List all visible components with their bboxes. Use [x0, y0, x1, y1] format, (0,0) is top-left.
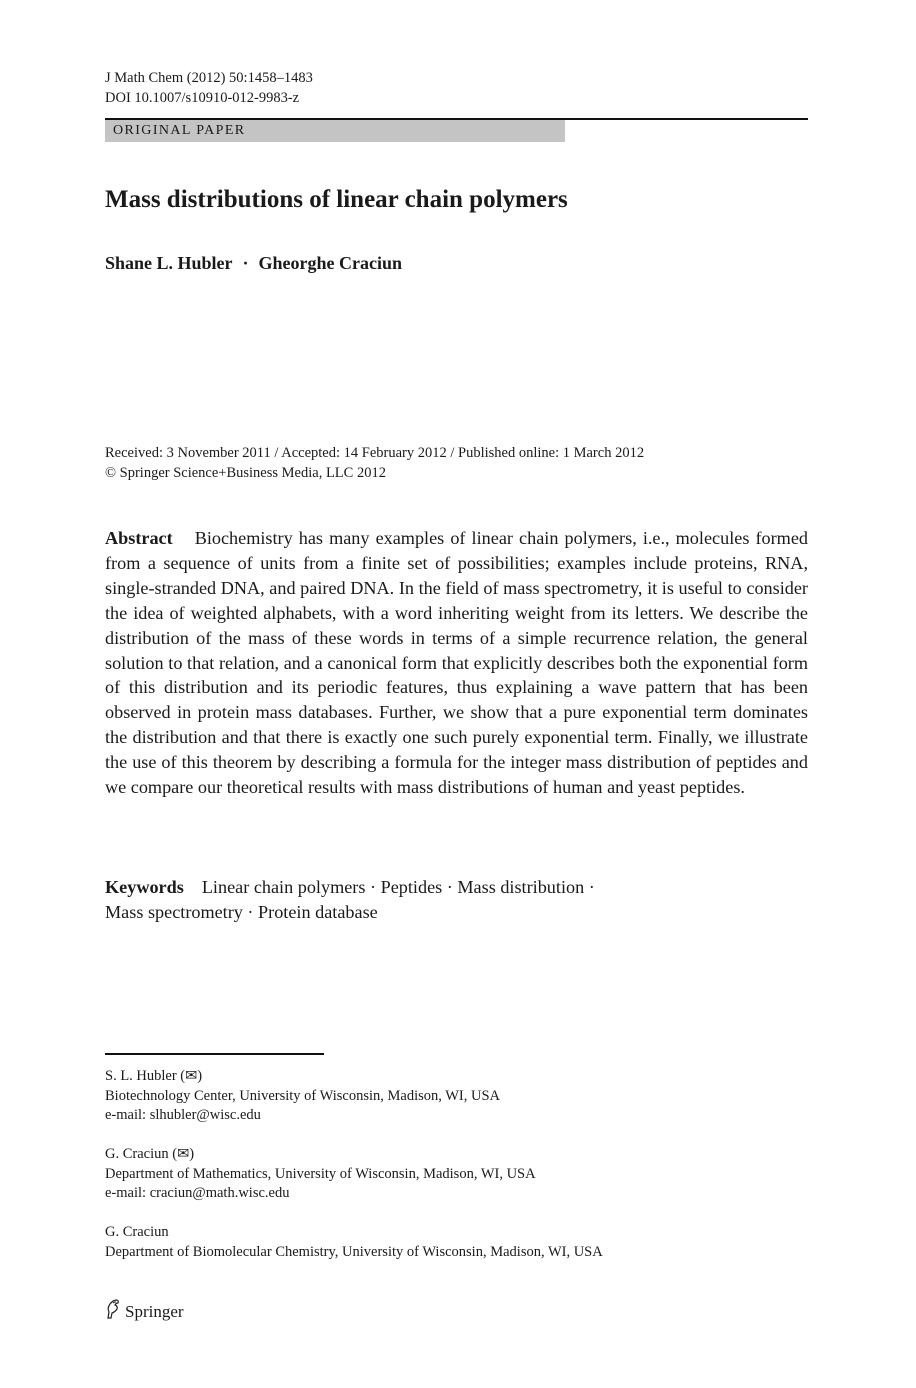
affiliation-block — [105, 1145, 536, 1204]
doi[interactable]: DOI 10.1007/s10910-012-9983-z — [105, 90, 300, 106]
affiliation-name: S. L. Hubler (✉) — [105, 1068, 203, 1084]
springer-horse-icon — [105, 1298, 121, 1325]
affiliation-email[interactable]: e-mail: craciun@math.wisc.edu — [105, 1185, 290, 1202]
publication-history — [105, 443, 644, 483]
affiliation-department: Department of Mathematics, University of Wisconsin, Madison, WI, USA — [105, 1165, 536, 1182]
abstract — [105, 526, 808, 800]
keywords-line: Mass spectrometry · Protein database — [105, 902, 378, 922]
affiliation-block — [105, 1223, 603, 1262]
article-type-label: ORIGINAL PAPER — [113, 123, 246, 138]
copyright-notice: © Springer Science+Business Media, LLC 2012 — [105, 465, 386, 481]
abstract-text: Biochemistry has many examples of linear chain polymers, i.e., molecules formed from a sequence of units from a finite set of possibilities; examples include proteins, RNA, single-stranded DNA, and paired DNA. In the field of mass spectrometry, it is useful to consider the idea of weighted alphabets, with a word inheriting weight from its letters. We describe the distribution of the mass of these words in terms of a simple recurrence relation, the general solution to that relation, and a canonical form that explicitly describes both the exponential form of this distribution and its periodic features, thus explaining a wave pattern that has been observed in protein mass databases. Further, we show that a pure exponential term dominates the distribution and that there is exactly one such purely exponential term. Finally, we illustrate the use of this theorem by describing a formula for the integer mass distribution of peptides and we compare our theoretical results with mass distributions of human and yeast peptides. — [105, 528, 808, 798]
keywords-label: Keywords — [105, 877, 184, 897]
affiliation-email[interactable]: e-mail: slhubler@wisc.edu — [105, 1107, 261, 1124]
affiliation-department: Department of Biomolecular Chemistry, University of Wisconsin, Madison, WI, USA — [105, 1243, 603, 1260]
keywords — [105, 875, 808, 925]
author-list — [105, 253, 402, 274]
author-name: Shane L. Hubler — [105, 253, 233, 273]
affiliation-department: Biotechnology Center, University of Wisconsin, Madison, WI, USA — [105, 1087, 500, 1104]
affiliation-name: G. Craciun — [105, 1224, 169, 1240]
journal-meta — [105, 68, 313, 108]
abstract-label: Abstract — [105, 528, 173, 548]
journal-citation: J Math Chem (2012) 50:1458–1483 — [105, 70, 313, 86]
keywords-line: Linear chain polymers · Peptides · Mass distribution · — [201, 877, 595, 897]
author-name: Gheorghe Craciun — [258, 253, 403, 273]
paper-title: Mass distributions of linear chain polymers — [105, 186, 568, 213]
affiliation-name: G. Craciun (✉) — [105, 1146, 195, 1162]
author-separator: · — [242, 253, 249, 273]
publisher-logo — [105, 1298, 184, 1325]
footnote-rule — [105, 1053, 324, 1055]
received-accepted-dates: Received: 3 November 2011 / Accepted: 14 February 2012 / Published online: 1 March 2012 — [105, 445, 645, 461]
affiliation-block — [105, 1067, 500, 1126]
publisher-name: Springer — [125, 1301, 184, 1321]
